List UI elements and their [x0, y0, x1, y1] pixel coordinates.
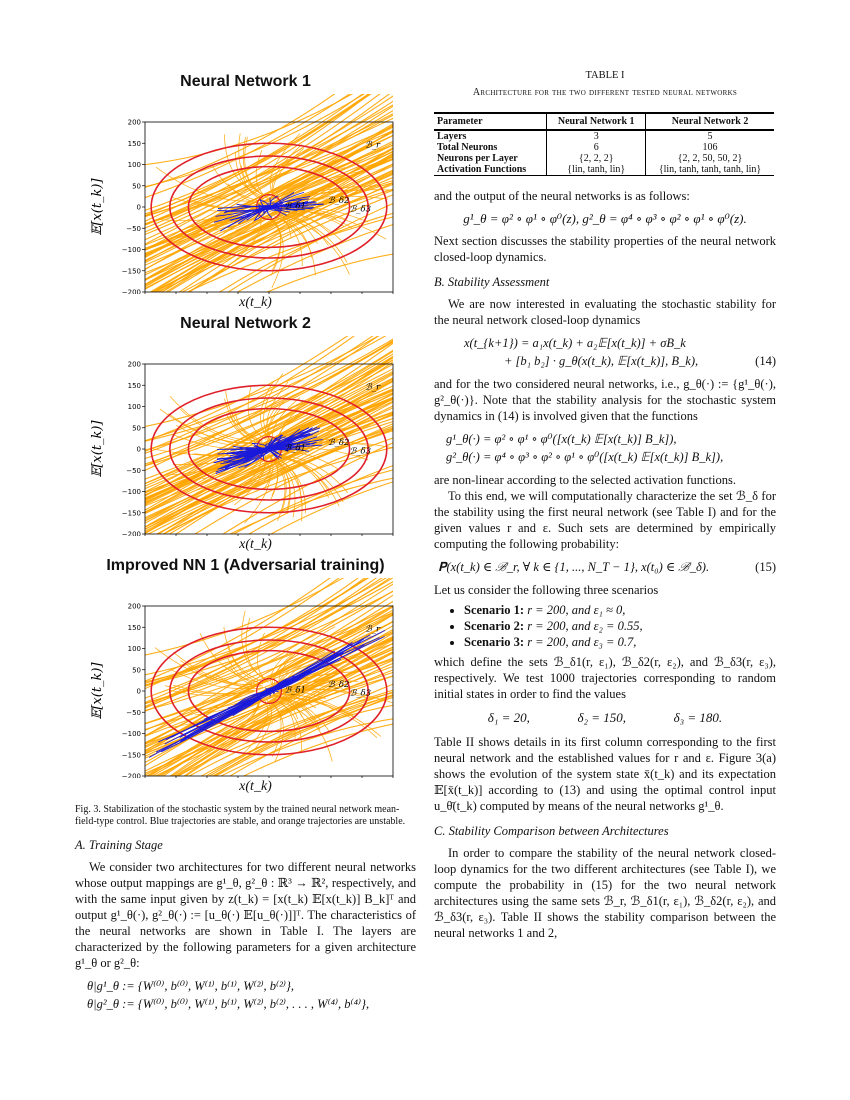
panel-svg	[75, 94, 416, 294]
y-tick-label: −200	[121, 288, 141, 294]
stability-paragraph-2: and for the two considered neural networks, i.e., g_θ(·) := {g¹_θ(·), g²_θ(·)}. Note that the stability analysis for the stochastic system dynamics in (14) is involved given that the functions	[434, 377, 776, 423]
scenario-text: r = 200, and ε₃ = 0.7,	[524, 635, 637, 649]
table-cell: Activation Functions	[434, 164, 547, 176]
section-b-title: B. Stability Assessment	[434, 275, 550, 289]
panel-title: Neural Network 2	[180, 315, 311, 332]
table-cell: 106	[702, 142, 718, 153]
panel-plot	[75, 94, 416, 294]
table-caption: Architecture for the two different tested neural networks	[472, 87, 738, 98]
right-column	[434, 70, 776, 941]
y-tick-label: −150	[121, 509, 141, 518]
eq15-text: 𝐏(x(t_k) ∈ ℬ_r, ∀ k ∈ {1, ..., N_T − 1}, x(t₀) ∈ ℬ_δ).	[438, 560, 710, 574]
scenario-text: r = 200, and ε₁ ≈ 0,	[524, 603, 626, 617]
stability-paragraph-1: We are now interested in evaluating the stochastic stability for the neural network closed-loop dynamics	[434, 297, 776, 327]
table-cell: {2, 2, 50, 50, 2}	[677, 153, 743, 164]
y-tick-label: 50	[132, 424, 141, 433]
label-bd1: ℬ_δ1	[284, 685, 306, 696]
y-tick-label: 100	[127, 645, 141, 653]
plot-area	[133, 578, 406, 778]
label-br: ℬ_r	[365, 382, 381, 393]
y-tick-label: 200	[127, 118, 141, 127]
label-bd2: ℬ_δ2	[327, 437, 350, 448]
list-item	[464, 634, 776, 650]
panel-svg	[75, 578, 416, 778]
label-br: ℬ_r	[365, 140, 381, 151]
table-cell: Neurons per Layer	[434, 153, 547, 164]
x-axis-label: x(t_k)	[239, 537, 272, 552]
plot-area	[133, 336, 406, 536]
table-cell: 3	[547, 130, 646, 142]
table-header: Neural Network 1	[547, 113, 646, 130]
panel-title: Improved NN 1 (Adversarial training)	[106, 557, 385, 574]
y-tick-label: −200	[121, 530, 141, 536]
y-tick-label: −50	[126, 224, 141, 233]
delta-2: δ₂ = 150,	[577, 710, 627, 725]
y-tick-label: 0	[136, 687, 141, 696]
table-row	[434, 142, 774, 153]
table-row	[434, 164, 774, 176]
table-cell: 5	[707, 131, 713, 142]
table-row	[434, 153, 774, 164]
y-tick-label: −150	[121, 751, 141, 760]
eq15-number: (15)	[755, 560, 776, 574]
theta-eq-2: θ|g²_θ := {W⁽⁰⁾, b⁽⁰⁾, W⁽¹⁾, b⁽¹⁾, W⁽²⁾, b⁽²⁾, . . . , W⁽⁴⁾, b⁽⁴⁾},	[87, 997, 370, 1011]
y-axis-label: 𝔼[x(t_k)]	[90, 178, 105, 236]
y-tick-label: 100	[127, 403, 141, 411]
equation-15	[438, 558, 776, 576]
section-c-title: C. Stability Comparison between Architectures	[434, 824, 669, 838]
stability-paragraph-4: To this end, we will computationally characterize the set ℬ_δ for the stability using the first neural network (see Table I) and for the given values r and ε. Such sets are determined by empirically computing the following probability:	[434, 489, 776, 551]
table-cell: Layers	[434, 130, 547, 142]
g1-equation: g¹_θ(·) = φ² ∘ φ¹ ∘ φ⁰([x(t_k) 𝔼[x(t_k)] B_k]),	[446, 432, 677, 446]
figure-3	[75, 70, 416, 796]
y-tick-label: 50	[132, 182, 141, 191]
eq14-line-2-text: + [b₁ b₂] · g_θ(x(t_k), 𝔼[x(t_k)], B_k),	[504, 354, 699, 368]
scenario-text: r = 200, and ε₂ = 0.55,	[524, 619, 643, 633]
equation-14	[464, 334, 776, 370]
g2-equation: g²_θ(·) = φ⁴ ∘ φ³ ∘ φ² ∘ φ¹ ∘ φ⁰([x(t_k) 𝔼[x(t_k)] B_k]),	[446, 450, 724, 464]
table-cell: {2, 2, 2}	[547, 153, 646, 164]
table-header: Neural Network 2	[646, 113, 774, 130]
panel-svg	[75, 336, 416, 536]
table-header: Parameter	[434, 113, 547, 130]
y-axis-label: 𝔼[x(t_k)]	[90, 662, 105, 720]
g-functions	[446, 430, 776, 466]
scenario-label: Scenario 1:	[464, 603, 525, 617]
scenario-label: Scenario 2:	[464, 619, 525, 633]
y-tick-label: 100	[127, 161, 141, 169]
y-axis-label: 𝔼[x(t_k)]	[90, 420, 105, 478]
eq14-line-2	[464, 352, 776, 370]
panel-title: Neural Network 1	[180, 73, 311, 90]
y-tick-label: −100	[121, 246, 141, 254]
unstable-trajectory	[133, 144, 406, 261]
stability-paragraph-3: are non-linear according to the selected activation functions.	[434, 473, 736, 487]
plot-area	[133, 94, 406, 294]
scenario-list	[434, 602, 776, 650]
delta-values	[464, 710, 746, 726]
y-tick-label: 200	[127, 602, 141, 611]
y-tick-label: −50	[126, 466, 141, 475]
delta-3: δ₃ = 180.	[673, 710, 723, 725]
panel-plot	[75, 336, 416, 536]
y-tick-label: 0	[136, 445, 141, 454]
table-cell: 6	[547, 142, 646, 153]
label-bd3: ℬ_δ3	[349, 204, 372, 215]
table-cell: Total Neurons	[434, 142, 547, 153]
y-tick-label: 0	[136, 203, 141, 212]
label-bd3: ℬ_δ3	[349, 688, 372, 699]
label-bd3: ℬ_δ3	[349, 446, 372, 457]
output-paragraph: and the output of the neural networks is as follows:	[434, 189, 690, 203]
table-row	[434, 130, 774, 142]
training-paragraph: We consider two architectures for two different neural networks whose output mappings are g¹_θ, g²_θ : ℝ³ → ℝ², respectively, and with the same input given by z(t_k) = [x(t_k) 𝔼[x(t_k)] B_k]ᵀ and output g¹_θ(·), g²_θ(·) := [u_θ(·) 𝔼[u_θ(·)]]ᵀ. The characteristics of the neural networks are shown in Table I. The layers are characterized by the following parameters for a given architecture g¹_θ or g²_θ:	[75, 860, 416, 970]
y-tick-label: 150	[127, 381, 141, 390]
x-axis-label: x(t_k)	[239, 779, 272, 794]
table-cell: {lin, tanh, tanh, tanh, lin}	[646, 164, 774, 176]
figure-caption: Fig. 3. Stabilization of the stochastic system by the trained neural network mean-field-type control. Blue trajectories are stable, and orange trajectories are unstable.	[75, 804, 406, 827]
y-tick-label: 150	[127, 623, 141, 632]
table-cell: {lin, tanh, lin}	[547, 164, 646, 176]
list-item	[464, 618, 776, 634]
y-tick-label: −200	[121, 772, 141, 778]
architecture-table	[434, 112, 774, 176]
label-bd2: ℬ_δ2	[327, 195, 350, 206]
delta-1: δ₁ = 20,	[487, 710, 530, 725]
y-tick-label: −100	[121, 730, 141, 738]
y-tick-label: −100	[121, 488, 141, 496]
comparison-paragraph: In order to compare the stability of the neural network closed-loop dynamics for the two different architectures (see Table I), we compute the probability in (15) for the two neural network architectures using the same sets ℬ_r, ℬ_δ1(r, ε₁), ℬ_δ2(r, ε₂), and ℬ_δ3(r, ε₃). Table II shows the stability comparison between the neural networks 1 and 2,	[434, 846, 776, 940]
y-tick-label: −150	[121, 267, 141, 276]
section-a-title: A. Training Stage	[75, 838, 163, 852]
eq14-number: (14)	[755, 354, 776, 368]
eq14-line-1: x(t_{k+1}) = a₁x(t_k) + a₂𝔼[x(t_k)] + σB_k	[464, 336, 686, 350]
stability-paragraph-7: Table II shows details in its first column corresponding to the first neural network and the established values for r and ε. Figure 3(a) shows the evolution of the system state x̄(t_k) and its expectation 𝔼[x̄(t_k)] according to (13) and using the optimal control input u_θ̄(t_k) computed by means of the neural networks g¹_θ.	[434, 735, 776, 813]
y-tick-label: −50	[126, 708, 141, 717]
left-column	[75, 70, 416, 1019]
table-label: TABLE I	[585, 70, 625, 81]
next-section-paragraph: Next section discusses the stability properties of the neural network closed-loop dynamics.	[434, 234, 776, 264]
theta-eq-1: θ|g¹_θ := {W⁽⁰⁾, b⁽⁰⁾, W⁽¹⁾, b⁽¹⁾, W⁽²⁾, b⁽²⁾},	[87, 979, 295, 993]
output-equation: g¹_θ = φ² ∘ φ¹ ∘ φ⁰(z), g²_θ = φ⁴ ∘ φ³ ∘ φ² ∘ φ¹ ∘ φ⁰(z).	[463, 211, 747, 226]
label-bd1: ℬ_δ1	[284, 443, 306, 454]
scenario-label: Scenario 3:	[464, 635, 525, 649]
label-bd1: ℬ_δ1	[284, 201, 306, 212]
stability-paragraph-6: which define the sets ℬ_δ1(r, ε₁), ℬ_δ2(r, ε₂), and ℬ_δ3(r, ε₃), respectively. We test 1000 trajectories corresponding to random initial states in order to find the values	[434, 655, 776, 701]
label-br: ℬ_r	[365, 624, 381, 635]
theta-equations	[87, 977, 416, 1013]
table-header-row	[434, 113, 774, 130]
y-tick-label: 150	[127, 139, 141, 148]
x-axis-label: x(t_k)	[239, 295, 272, 310]
list-item	[464, 602, 776, 618]
label-bd2: ℬ_δ2	[327, 679, 350, 690]
panel-plot	[75, 578, 416, 778]
y-tick-label: 200	[127, 360, 141, 369]
scenario-intro: Let us consider the following three scenarios	[434, 583, 659, 597]
y-tick-label: 50	[132, 666, 141, 675]
